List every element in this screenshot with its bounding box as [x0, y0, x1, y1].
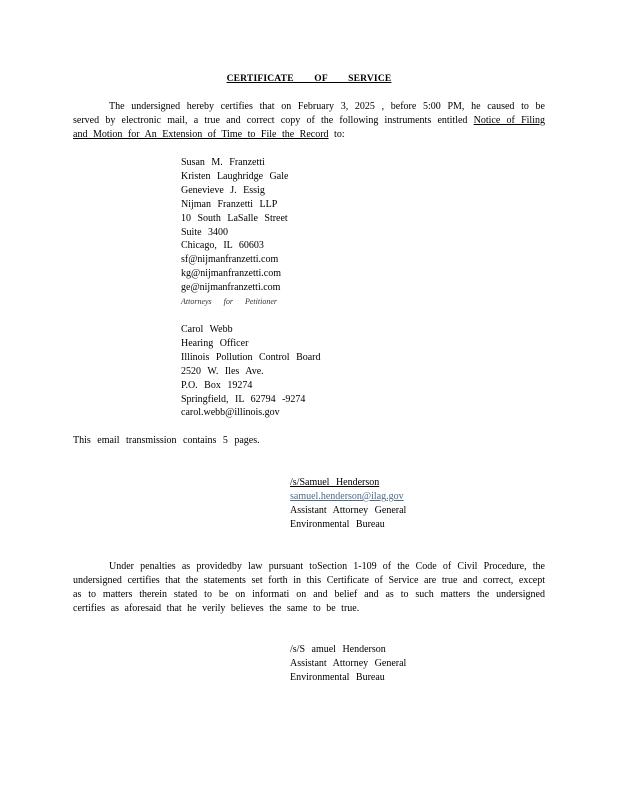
signature-block-1: [290, 476, 406, 532]
intro-tail: to:: [328, 129, 345, 140]
signer-title: Assistant Attorney General: [290, 657, 407, 669]
recipient-org: Illinois Pollution Control Board: [181, 351, 321, 363]
signature-block-2: [290, 643, 406, 685]
recipient-role: Attorneys for Petitioner: [181, 297, 277, 307]
signer-title: Assistant Attorney General: [290, 504, 407, 516]
signer-bureau: Environmental Bureau: [290, 518, 385, 530]
intro-text: The undersigned hereby certifies that on February 3, 2025 , before 5:00 PM, he caused to be served by electronic mail, a true and correct copy of the following instruments entitled: [73, 101, 545, 126]
recipient-name: Kristen Laughridge Gale: [181, 170, 289, 182]
recipient-email: kg@nijmanfranzetti.com: [181, 268, 282, 280]
recipient-city: Chicago, IL 60603: [181, 240, 264, 252]
recipient-name: Carol Webb: [181, 324, 233, 335]
recipient-box: P.O. Box 19274: [181, 379, 253, 391]
document-title: CERTIFICATE OF SERVICE: [226, 74, 392, 84]
recipient-firm: Nijman Franzetti LLP: [181, 198, 278, 210]
recipient-email: sf@nijmanfranzetti.com: [181, 254, 279, 266]
recipient-city: Springfield, IL 62794 -9274: [181, 393, 306, 405]
transmission-note: [73, 434, 260, 448]
recipient-block-petitioner: [181, 156, 288, 309]
intro-paragraph: [73, 100, 545, 142]
recipient-street: 2520 W. Iles Ave.: [181, 365, 264, 377]
signer-email-link[interactable]: samuel.henderson@ilag.gov: [290, 490, 404, 502]
recipient-name: Susan M. Franzetti: [181, 157, 265, 168]
recipient-block-hearing-officer: [181, 323, 321, 420]
recipient-suite: Suite 3400: [181, 226, 229, 238]
recipient-email: carol.webb@illinois.gov: [181, 407, 280, 419]
signature: /s/S amuel Henderson: [290, 644, 386, 655]
recipient-street: 10 South LaSalle Street: [181, 212, 288, 224]
verification-text: Under penalties as providedby law pursuant toSection 1-109 of the Code of Civil Procedure, the undersigned certifies that the statements set forth in this Certificate of Service are true and correct, except as to matters therein stated to be on informati on and belief and as to such matters the undersigned certifies as aforesaid that he verily believes the same to be true.: [73, 561, 545, 614]
verification-paragraph: [73, 560, 545, 616]
signature: /s/Samuel Henderson: [290, 477, 380, 488]
recipient-title: Hearing Officer: [181, 337, 249, 349]
recipient-email: ge@nijmanfranzetti.com: [181, 282, 281, 294]
signer-bureau: Environmental Bureau: [290, 671, 385, 683]
recipient-name: Genevieve J. Essig: [181, 184, 265, 196]
transmission-note-text: This email transmission contains 5 pages.: [73, 435, 260, 446]
instrument-title: Notice of Filing and Motion for An Extension of Time to File the Record: [73, 115, 545, 140]
